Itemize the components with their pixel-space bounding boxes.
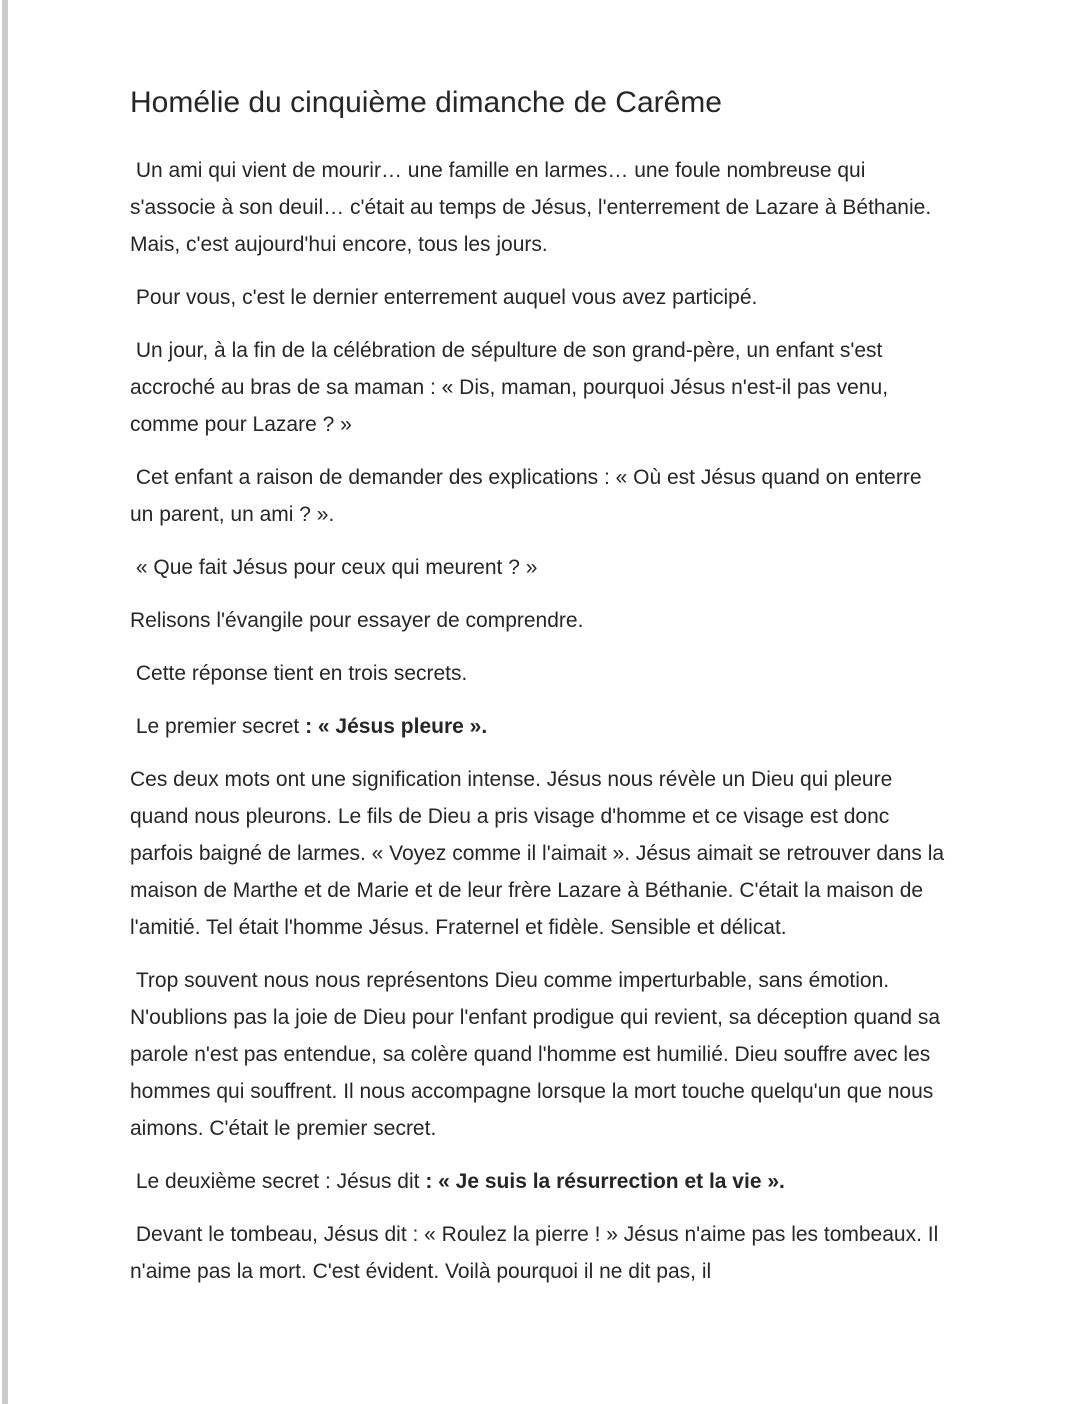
page-edge xyxy=(2,0,8,1404)
text-segment: Cette réponse tient en trois secrets. xyxy=(130,662,468,685)
text-segment: Relisons l'évangile pour essayer de comprendre. xyxy=(130,609,584,632)
text-segment: Un ami qui vient de mourir… une famille en larmes… une foule nombreuse qui s'associe à son deuil… c'était au temps de Jésus, l'enterrement de Lazare à Béthanie. Mais, c'est aujourd'hui encore, tous les jours. xyxy=(130,159,937,256)
paragraph xyxy=(130,761,950,946)
paragraph xyxy=(130,279,945,316)
text-segment: Le deuxième secret : Jésus dit xyxy=(130,1170,426,1193)
paragraph xyxy=(130,655,945,692)
text-segment: Trop souvent nous nous représentons Dieu comme imperturbable, sans émotion. N'oublions pas la joie de Dieu pour l'enfant prodigue qui revient, sa déception quand sa parole n'est pas entendue, sa colère quand l'homme est humilié. Dieu souffre avec les hommes qui souffrent. Il nous accompagne lorsque la mort touche quelqu'un que nous aimons. C'était le premier secret. xyxy=(130,969,946,1140)
document-content xyxy=(130,84,950,1306)
paragraph xyxy=(130,708,945,745)
text-segment: Ces deux mots ont une signification intense. Jésus nous révèle un Dieu qui pleure quand nous pleurons. Le fils de Dieu a pris visage d'homme et ce visage est donc parfois baigné de larmes. « Voyez comme il l'aimait ». Jésus aimait se retrouver dans la maison de Marthe et de Marie et de leur frère Lazare à Béthanie. C'était la maison de l'amitié. Tel était l'homme Jésus. Fraternel et fidèle. Sensible et délicat. xyxy=(130,768,950,939)
text-segment-bold: : « Je suis la résurrection et la vie ». xyxy=(425,1170,785,1193)
text-segment: Cet enfant a raison de demander des explications : « Où est Jésus quand on enterre un parent, un ami ? ». xyxy=(130,466,928,526)
paragraph-list xyxy=(130,152,950,1290)
paragraph xyxy=(130,549,945,586)
text-segment-bold: : « Jésus pleure ». xyxy=(305,715,488,738)
text-segment: Devant le tombeau, Jésus dit : « Roulez la pierre ! » Jésus n'aime pas les tombeaux. Il n'aime pas la mort. C'est évident. Voilà pourquoi il ne dit pas, il xyxy=(130,1223,945,1283)
text-segment: Un jour, à la fin de la célébration de sépulture de son grand-père, un enfant s'est accroché au bras de sa maman : « Dis, maman, pourquoi Jésus n'est-il pas venu, comme pour Lazare ? » xyxy=(130,339,894,436)
paragraph xyxy=(130,152,945,263)
text-segment: Le premier secret xyxy=(130,715,306,738)
paragraph xyxy=(130,1216,945,1290)
paragraph xyxy=(130,962,945,1147)
paragraph xyxy=(130,602,945,639)
document-title: Homélie du cinquième dimanche de Carême xyxy=(130,86,722,119)
paragraph xyxy=(130,332,945,443)
text-segment: « Que fait Jésus pour ceux qui meurent ? » xyxy=(130,556,538,579)
text-segment: Pour vous, c'est le dernier enterrement auquel vous avez participé. xyxy=(130,286,758,309)
paragraph xyxy=(130,1163,945,1200)
paragraph xyxy=(130,459,945,533)
